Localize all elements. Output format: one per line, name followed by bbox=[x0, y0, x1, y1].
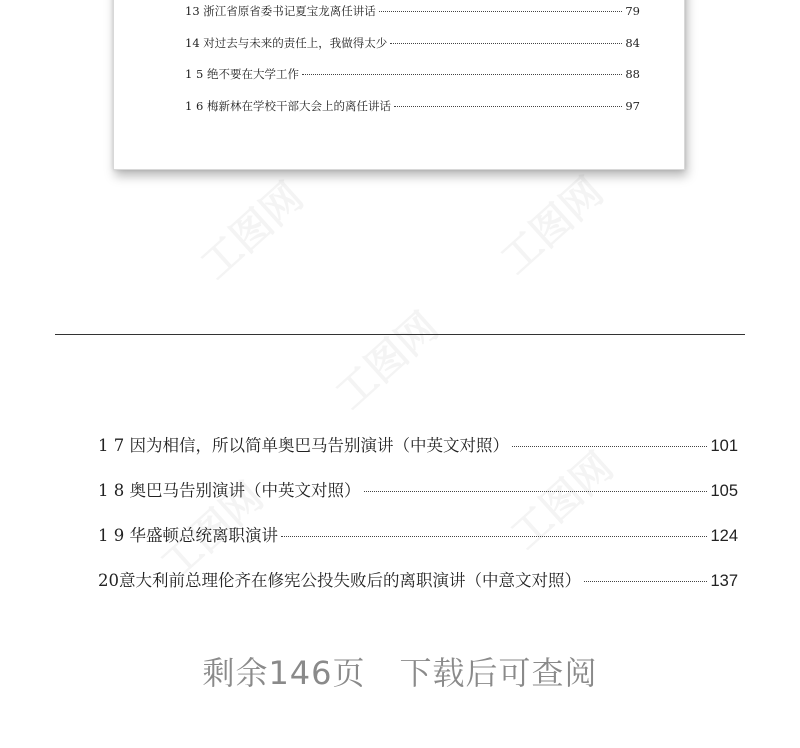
toc-entry[interactable] bbox=[98, 477, 738, 501]
leader-dots bbox=[512, 446, 707, 447]
toc-entry-page: 137 bbox=[710, 572, 738, 590]
remaining-pages-text: 剩余146页 bbox=[202, 654, 366, 692]
divider bbox=[55, 334, 745, 335]
toc-entry[interactable] bbox=[185, 98, 640, 114]
leader-dots bbox=[390, 43, 622, 44]
toc-entry-page: 97 bbox=[625, 99, 640, 113]
leader-dots bbox=[394, 106, 622, 107]
toc-entry-title: 1 7 因为相信，所以简单奥巴马告别演讲（中英文对照） bbox=[98, 436, 509, 455]
document-page-preview bbox=[113, 0, 685, 170]
leader-dots bbox=[364, 491, 708, 492]
leader-dots bbox=[302, 74, 622, 75]
toc-entry-title: 1 5 绝不要在大学工作 bbox=[185, 67, 299, 81]
leader-dots bbox=[281, 536, 707, 537]
toc-entry-page: 88 bbox=[625, 67, 640, 81]
toc-entry-title: 1 9 华盛顿总统离职演讲 bbox=[98, 526, 278, 545]
toc-entry-page: 124 bbox=[710, 527, 738, 545]
toc-entry[interactable] bbox=[185, 35, 640, 51]
toc-entry-title: 1 8 奥巴马告别演讲（中英文对照） bbox=[98, 481, 361, 500]
download-prompt-text: 下载后可查阅 bbox=[399, 654, 598, 692]
toc-entry[interactable] bbox=[185, 3, 640, 19]
toc-entry[interactable] bbox=[185, 66, 640, 82]
toc-entry-page: 105 bbox=[710, 482, 738, 500]
toc-entry-title: 13 浙江省原省委书记夏宝龙离任讲话 bbox=[185, 4, 376, 18]
toc-entry-page: 84 bbox=[625, 36, 640, 50]
toc-entry-title: 20意大利前总理伦齐在修宪公投失败后的离职演讲（中意文对照） bbox=[98, 571, 581, 590]
watermark bbox=[486, 162, 613, 285]
toc-entry-page: 79 bbox=[625, 4, 640, 18]
watermark bbox=[321, 297, 448, 420]
leader-dots bbox=[379, 11, 623, 12]
watermark bbox=[186, 167, 313, 290]
toc-entry-page: 101 bbox=[710, 437, 738, 455]
toc-entry[interactable] bbox=[98, 567, 738, 591]
toc-entry[interactable] bbox=[98, 432, 738, 456]
toc-entry[interactable] bbox=[98, 522, 738, 546]
toc-entry-title: 14 对过去与未来的责任上，我做得太少 bbox=[185, 36, 388, 50]
toc-entry-title: 1 6 梅新林在学校干部大会上的离任讲话 bbox=[185, 99, 391, 113]
leader-dots bbox=[584, 581, 707, 582]
download-notice[interactable] bbox=[0, 648, 800, 694]
